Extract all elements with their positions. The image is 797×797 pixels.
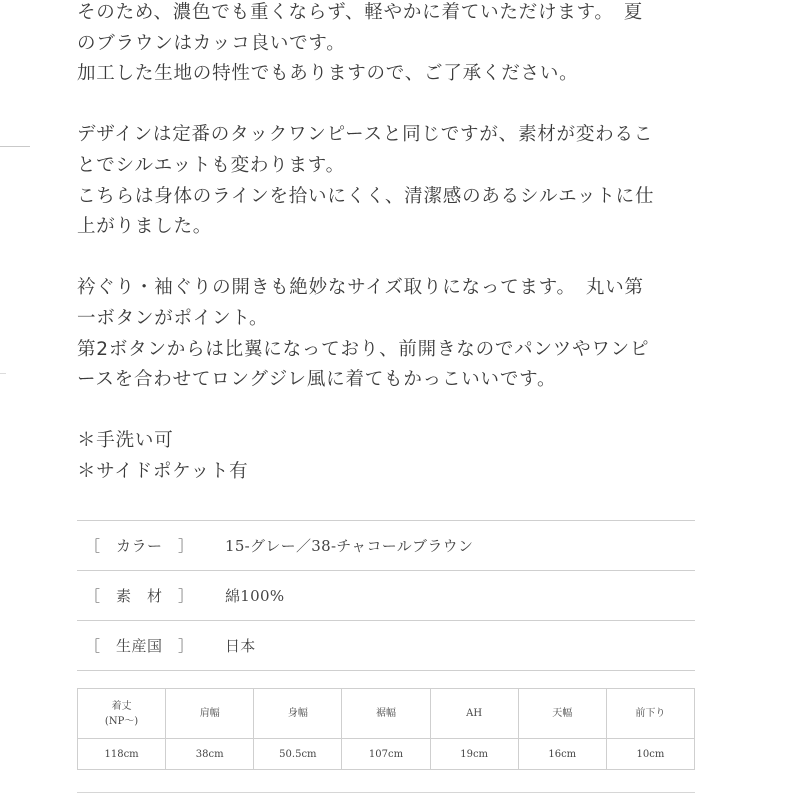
size-header-sublabel: (NP〜) bbox=[104, 715, 139, 727]
size-value-cell: 19cm bbox=[430, 739, 518, 770]
size-header-cell bbox=[606, 689, 694, 739]
spec-label: ［ 素 材 ］ bbox=[85, 587, 194, 605]
description-line: のブラウンはカッコ良いです。 bbox=[77, 32, 346, 54]
description-line: 上がりました。 bbox=[77, 216, 213, 238]
product-description bbox=[77, 0, 717, 488]
size-header-cell bbox=[518, 689, 606, 739]
description-line: そのため、濃色でも重くならず、軽やかに着ていただけます。 夏 bbox=[77, 2, 644, 23]
size-header-cell bbox=[166, 689, 254, 739]
size-value-cell: 16cm bbox=[518, 739, 606, 770]
size-header-label: 着丈 bbox=[111, 700, 132, 712]
spec-label: ［ カラー ］ bbox=[85, 537, 194, 555]
spec-row-material bbox=[77, 571, 695, 621]
care-note: ＊サイドポケット有 bbox=[77, 460, 249, 482]
spec-list bbox=[77, 520, 695, 671]
care-notes bbox=[77, 426, 717, 487]
size-value-cell: 50.5cm bbox=[254, 739, 342, 770]
size-value-cell: 118cm bbox=[78, 739, 166, 770]
description-line: ースを合わせてロングジレ風に着てもかっこいいです。 bbox=[77, 369, 557, 391]
spec-row-color bbox=[77, 521, 695, 571]
description-line: デザインは定番のタックワンピースと同じですが、素材が変わるこ bbox=[77, 124, 654, 146]
spec-value: 日本 bbox=[225, 637, 256, 655]
size-header-label: 前下り bbox=[635, 708, 666, 719]
bottom-divider bbox=[77, 792, 695, 793]
description-line: 衿ぐり・袖ぐりの開きも絶妙なサイズ取りになってます。 丸い第 bbox=[77, 277, 644, 299]
description-line: とでシルエットも変わります。 bbox=[77, 154, 345, 176]
size-header-label: 肩幅 bbox=[199, 708, 220, 719]
description-paragraph bbox=[77, 0, 717, 90]
spec-label: ［ 生産国 ］ bbox=[85, 637, 194, 655]
edge-divider bbox=[0, 146, 30, 147]
description-line: 一ボタンがポイント。 bbox=[77, 307, 269, 329]
description-paragraph bbox=[77, 273, 717, 395]
description-paragraph bbox=[77, 120, 717, 242]
size-table-header-row bbox=[78, 689, 695, 739]
size-value-cell: 38cm bbox=[166, 739, 254, 770]
size-header-cell bbox=[254, 689, 342, 739]
size-header-label: 裾幅 bbox=[375, 708, 396, 719]
care-note: ＊手洗い可 bbox=[77, 430, 174, 452]
size-table bbox=[77, 688, 695, 770]
spec-value: 綿100% bbox=[225, 587, 285, 605]
description-line: 第2ボタンからは比翼になっており、前開きなのでパンツやワンピ bbox=[77, 338, 650, 360]
edge-divider-small bbox=[0, 373, 6, 374]
description-line: 加工した生地の特性でもありますので、ご了承ください。 bbox=[77, 63, 579, 85]
size-header-label: AH bbox=[466, 708, 483, 719]
size-header-label: 身幅 bbox=[287, 708, 308, 719]
size-header-label: 天幅 bbox=[552, 708, 573, 719]
spec-row-origin bbox=[77, 621, 695, 671]
spec-value: 15-グレー／38-チャコールブラウン bbox=[225, 537, 474, 555]
size-header-cell bbox=[342, 689, 430, 739]
description-line: こちらは身体のラインを拾いにくく、清潔感のあるシルエットに仕 bbox=[77, 185, 655, 207]
size-value-cell: 10cm bbox=[606, 739, 694, 770]
size-value-cell: 107cm bbox=[342, 739, 430, 770]
size-table-value-row bbox=[78, 739, 695, 770]
size-header-cell bbox=[430, 689, 518, 739]
size-header-cell bbox=[78, 689, 166, 739]
